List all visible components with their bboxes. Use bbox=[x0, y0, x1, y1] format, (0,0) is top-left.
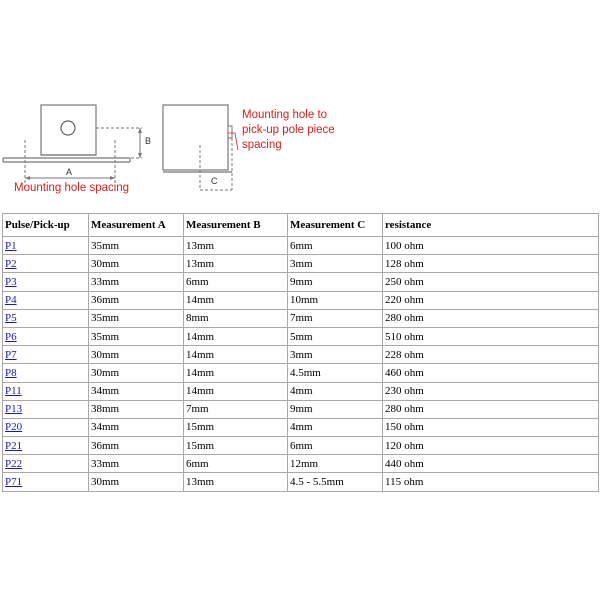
measurement-a-cell: 38mm bbox=[89, 400, 184, 418]
dimension-label-b: B bbox=[145, 136, 152, 146]
resistance-cell: 115 ohm bbox=[383, 473, 599, 491]
measurement-c-cell: 10mm bbox=[288, 291, 383, 309]
measurement-b-cell: 13mm bbox=[184, 473, 288, 491]
table-row bbox=[3, 273, 599, 291]
measurement-c-cell: 4.5 - 5.5mm bbox=[288, 473, 383, 491]
resistance-cell: 100 ohm bbox=[383, 237, 599, 255]
measurement-b-cell: 14mm bbox=[184, 382, 288, 400]
measurement-c-cell: 9mm bbox=[288, 400, 383, 418]
measurement-a-cell: 33mm bbox=[89, 273, 184, 291]
measurement-a-cell: 30mm bbox=[89, 473, 184, 491]
pickup-link[interactable]: P13 bbox=[5, 403, 23, 416]
measurement-b-cell: 7mm bbox=[184, 400, 288, 418]
table-row bbox=[3, 437, 599, 455]
resistance-cell: 220 ohm bbox=[383, 291, 599, 309]
pickup-link[interactable]: P2 bbox=[5, 257, 17, 270]
table-row bbox=[3, 237, 599, 255]
measurement-c-cell: 9mm bbox=[288, 273, 383, 291]
pickup-link[interactable]: P11 bbox=[5, 385, 22, 398]
measurement-a-cell: 35mm bbox=[89, 237, 184, 255]
resistance-cell: 250 ohm bbox=[383, 273, 599, 291]
table-header-row bbox=[3, 214, 599, 237]
pickup-link[interactable]: P4 bbox=[5, 294, 17, 307]
measurement-a-cell: 30mm bbox=[89, 255, 184, 273]
header-resistance: resistance bbox=[383, 214, 599, 237]
measurement-c-cell: 12mm bbox=[288, 455, 383, 473]
measurement-c-cell: 3mm bbox=[288, 255, 383, 273]
measurement-a-cell: 33mm bbox=[89, 455, 184, 473]
pickup-link[interactable]: P71 bbox=[5, 476, 23, 489]
measurement-b-cell: 14mm bbox=[184, 327, 288, 345]
pickup-link[interactable]: P8 bbox=[5, 366, 17, 379]
table-row bbox=[3, 473, 599, 491]
measurement-c-cell: 6mm bbox=[288, 437, 383, 455]
resistance-cell: 120 ohm bbox=[383, 437, 599, 455]
pickup-id-cell bbox=[3, 364, 89, 382]
table-row bbox=[3, 255, 599, 273]
measurement-c-cell: 7mm bbox=[288, 309, 383, 327]
pickup-id-cell bbox=[3, 455, 89, 473]
measurement-a-cell: 34mm bbox=[89, 382, 184, 400]
pickup-link[interactable]: P6 bbox=[5, 330, 17, 343]
resistance-cell: 230 ohm bbox=[383, 382, 599, 400]
measurement-b-cell: 13mm bbox=[184, 237, 288, 255]
table-row bbox=[3, 418, 599, 436]
measurement-b-cell: 15mm bbox=[184, 437, 288, 455]
measurement-a-cell: 36mm bbox=[89, 291, 184, 309]
pickup-link[interactable]: P7 bbox=[5, 348, 17, 361]
measurement-b-cell: 6mm bbox=[184, 273, 288, 291]
measurement-c-cell: 6mm bbox=[288, 237, 383, 255]
table-row bbox=[3, 455, 599, 473]
measurement-c-cell: 4.5mm bbox=[288, 364, 383, 382]
pickup-id-cell bbox=[3, 382, 89, 400]
resistance-cell: 440 ohm bbox=[383, 455, 599, 473]
table-row bbox=[3, 309, 599, 327]
measurement-a-cell: 30mm bbox=[89, 364, 184, 382]
resistance-cell: 150 ohm bbox=[383, 418, 599, 436]
measurement-a-cell: 34mm bbox=[89, 418, 184, 436]
measurement-c-cell: 4mm bbox=[288, 418, 383, 436]
table-row bbox=[3, 400, 599, 418]
pickup-link[interactable]: P20 bbox=[5, 421, 23, 434]
measurement-b-cell: 15mm bbox=[184, 418, 288, 436]
pickup-link[interactable]: P5 bbox=[5, 312, 17, 325]
pickup-id-cell bbox=[3, 437, 89, 455]
dimension-label-c: C bbox=[211, 176, 218, 186]
pickup-link[interactable]: P22 bbox=[5, 457, 23, 470]
pickup-id-cell bbox=[3, 255, 89, 273]
table-row bbox=[3, 364, 599, 382]
resistance-cell: 128 ohm bbox=[383, 255, 599, 273]
pickup-link[interactable]: P3 bbox=[5, 275, 17, 288]
measurement-c-cell: 5mm bbox=[288, 327, 383, 345]
table-row bbox=[3, 327, 599, 345]
measurement-a-cell: 30mm bbox=[89, 346, 184, 364]
measurement-b-cell: 14mm bbox=[184, 291, 288, 309]
mounting-hole-spacing-note: Mounting hole spacing bbox=[14, 182, 130, 194]
measurement-b-cell: 6mm bbox=[184, 455, 288, 473]
pickup-measurements-table bbox=[2, 213, 599, 492]
measurement-a-cell: 35mm bbox=[89, 327, 184, 345]
resistance-cell: 510 ohm bbox=[383, 327, 599, 345]
resistance-cell: 280 ohm bbox=[383, 400, 599, 418]
measurement-a-cell: 35mm bbox=[89, 309, 184, 327]
pickup-id-cell bbox=[3, 473, 89, 491]
measurement-c-cell: 4mm bbox=[288, 382, 383, 400]
table-row bbox=[3, 346, 599, 364]
header-measurement-c: Measurement C bbox=[288, 214, 383, 237]
pickup-id-cell bbox=[3, 346, 89, 364]
resistance-cell: 460 ohm bbox=[383, 364, 599, 382]
pickup-measurements-table-wrapper bbox=[2, 213, 598, 492]
header-measurement-a: Measurement A bbox=[89, 214, 184, 237]
table-row bbox=[3, 382, 599, 400]
measurement-c-cell: 3mm bbox=[288, 346, 383, 364]
measurement-b-cell: 13mm bbox=[184, 255, 288, 273]
table-row bbox=[3, 291, 599, 309]
resistance-cell: 280 ohm bbox=[383, 309, 599, 327]
end-view-drawing bbox=[163, 105, 238, 190]
side-view-drawing bbox=[3, 105, 142, 188]
header-pulse-pickup: Pulse/Pick-up bbox=[3, 214, 89, 237]
pickup-id-cell bbox=[3, 400, 89, 418]
header-measurement-b: Measurement B bbox=[184, 214, 288, 237]
pickup-id-cell bbox=[3, 327, 89, 345]
dimension-label-a: A bbox=[66, 167, 73, 177]
pickup-id-cell bbox=[3, 418, 89, 436]
mounting-hole-icon bbox=[61, 121, 75, 135]
pickup-link[interactable]: P1 bbox=[5, 239, 17, 252]
pickup-id-cell bbox=[3, 291, 89, 309]
measurement-b-cell: 14mm bbox=[184, 364, 288, 382]
pole-piece-spacing-note: Mounting hole to pick-up pole piece spacing bbox=[242, 109, 335, 151]
measurement-a-cell: 36mm bbox=[89, 437, 184, 455]
table-body bbox=[3, 237, 599, 492]
pickup-id-cell bbox=[3, 273, 89, 291]
measurement-b-cell: 8mm bbox=[184, 309, 288, 327]
measurement-b-cell: 14mm bbox=[184, 346, 288, 364]
resistance-cell: 228 ohm bbox=[383, 346, 599, 364]
pickup-id-cell bbox=[3, 237, 89, 255]
pickup-id-cell bbox=[3, 309, 89, 327]
pickup-link[interactable]: P21 bbox=[5, 439, 23, 452]
